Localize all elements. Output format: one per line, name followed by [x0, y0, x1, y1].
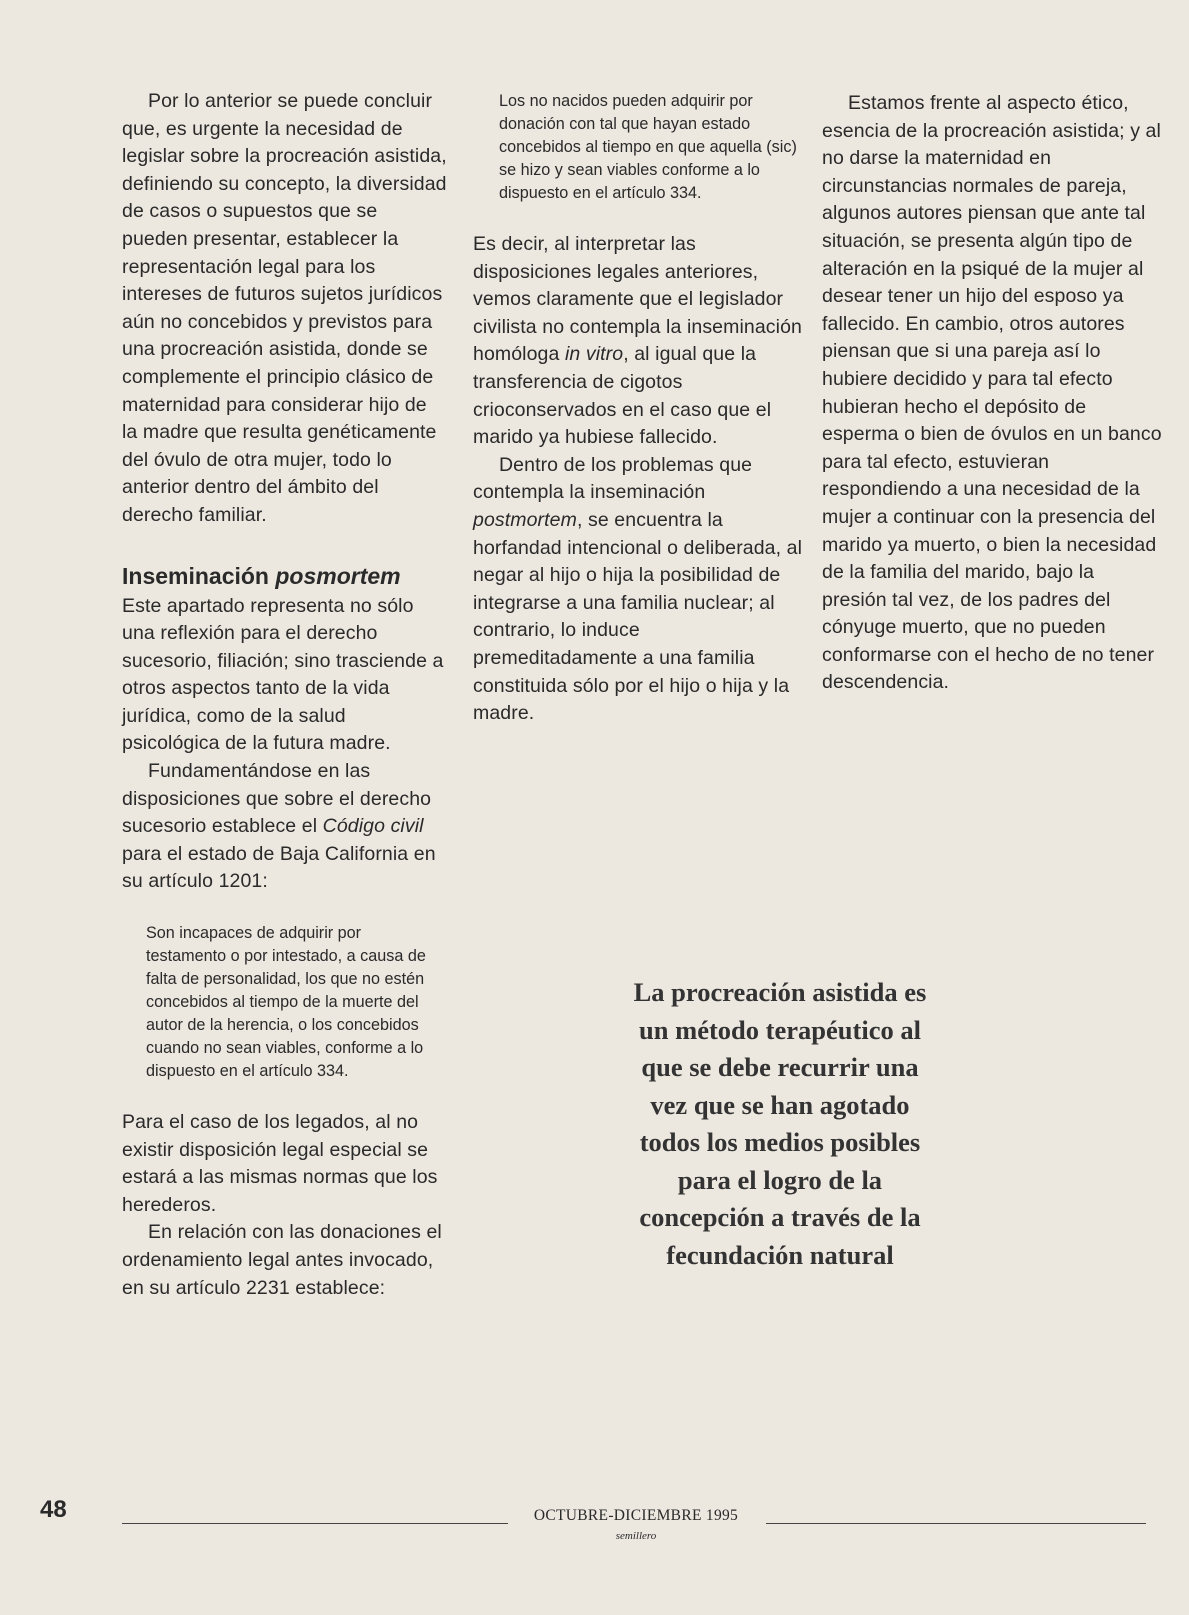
pull-quote-line: todos los medios posibles [639, 1127, 921, 1157]
col2-paragraph-2-italic: postmortem [473, 508, 577, 531]
section-heading [122, 562, 447, 590]
footer-rule-left [122, 1523, 508, 1524]
col1-block-quote: Son incapaces de adquirir por testamento o por intestado, a causa de falta de personalidad, los que no estén concebidos al tiempo de la muerte del autor de la herencia, o los concebidos cuando no sean viables, conforme a lo dispuesto en el artículo 334. [146, 924, 426, 1081]
col2-paragraph-1-b: , al igual que la transferencia de cigotos crioconservados en el caso que el marido ya hubiese fallecido. [473, 343, 772, 449]
pull-quote-line: que se debe recurrir una [641, 1052, 919, 1082]
col1-paragraph-2: Este apartado representa no sólo una reflexión para el derecho sucesorio, filiación; sino trasciende a otros aspectos tanto de la vida jurídica, como de la salud psicológica de la futura madre. [122, 594, 444, 755]
col1-paragraph-5: En relación con las donaciones el ordenamiento legal antes invocado, en su artículo 2231 establece: [122, 1221, 442, 1299]
section-heading-italic: posmortem [275, 562, 401, 589]
page-number: 48 [40, 1496, 67, 1523]
pull-quote [585, 974, 975, 1274]
column-2 [473, 90, 803, 728]
footer-publication: semillero [615, 1530, 657, 1542]
pull-quote-line: La procreación asistida es [633, 977, 927, 1007]
pull-quote-line: vez que se han agotado [650, 1089, 910, 1120]
col1-paragraph-3 [122, 758, 447, 896]
pull-quote-line: fecundación natural [666, 1239, 894, 1270]
footer-rule-right [766, 1523, 1146, 1524]
pull-quote-line: un método terapéutico al [639, 1014, 921, 1045]
section-heading-text: Inseminación [122, 562, 276, 589]
footer-issue: OCTUBRE-DICIEMBRE 1995 [533, 1507, 739, 1524]
col1-paragraph-3-a: Fundamentándose en las disposiciones que sobre el derecho sucesorio establece el [122, 760, 432, 838]
col2-paragraph-2-b: , se encuentra la horfandad intencional o deliberada, al negar al hijo o hija la posibilidad de integrarse a una familia nuclear; al contrario, lo induce premeditadamente a una familia constituida sólo por el hijo o hija y la madre. [473, 508, 803, 725]
col2-block-quote: Los no nacidos pueden adquirir por donación con tal que hayan estado concebidos al tiempo en que aquella (sic) se hizo y sean viables conforme a lo dispuesto en el artículo 334. [499, 92, 797, 202]
col1-paragraph-4: Para el caso de los legados, al no existir disposición legal especial se estará a las mismas normas que los herederos. [122, 1111, 438, 1216]
col2-paragraph-1-a: Es decir, al interpretar las disposiciones legales anteriores, vemos claramente que el legislador civilista no contempla la inseminación homóloga [473, 233, 802, 366]
pull-quote-line: concepción a través de la [639, 1202, 921, 1232]
column-3 [822, 90, 1162, 697]
pull-quote-line: para el logro de la [677, 1164, 883, 1195]
col1-paragraph-3-italic: Código civil [322, 815, 424, 838]
col2-paragraph-1 [473, 231, 803, 452]
col2-paragraph-1-italic: in vitro [564, 343, 624, 366]
col2-paragraph-2 [473, 452, 803, 728]
col1-paragraph-1: Por lo anterior se puede concluir que, es urgente la necesidad de legislar sobre la procreación asistida, definiendo su concepto, la diversidad de casos o supuestos que se pueden presentar, establecer la representación legal para los intereses de futuros sujetos jurídicos aún no concebidos y previstos para una procreación asistida, donde se complemente el principio clásico de maternidad para considerar hijo de la madre que resulta genéticamente del óvulo de otra mujer, todo lo anterior dentro del ámbito del derecho familiar. [122, 90, 447, 526]
col3-paragraph-1: Estamos frente al aspecto ético, esencia de la procreación asistida; y al no darse la maternidad en circunstancias normales de pareja, algunos autores piensan que ante tal situación, se presenta algún tipo de alteración en la psiqué de la mujer al desear tener un hijo del esposo ya fallecido. En cambio, otros autores piensan que si una pareja así lo hubiere decidido y para tal efecto hubieran hecho el depósito de esperma o bien de óvulos en un banco para tal efecto, estuvieran respondiendo a una necesidad de la mujer a continuar con la presencia del marido ya muerto, o bien la necesidad de la familia del marido, bajo la presión tal vez, de los padres del cónyuge muerto, que no pueden conformarse con el hecho de no tener descendencia. [822, 92, 1162, 694]
col1-paragraph-3-b: para el estado de Baja California en su artículo 1201: [122, 842, 436, 893]
column-1 [122, 88, 447, 1302]
col2-paragraph-2-a: Dentro de los problemas que contempla la inseminación [473, 453, 753, 504]
